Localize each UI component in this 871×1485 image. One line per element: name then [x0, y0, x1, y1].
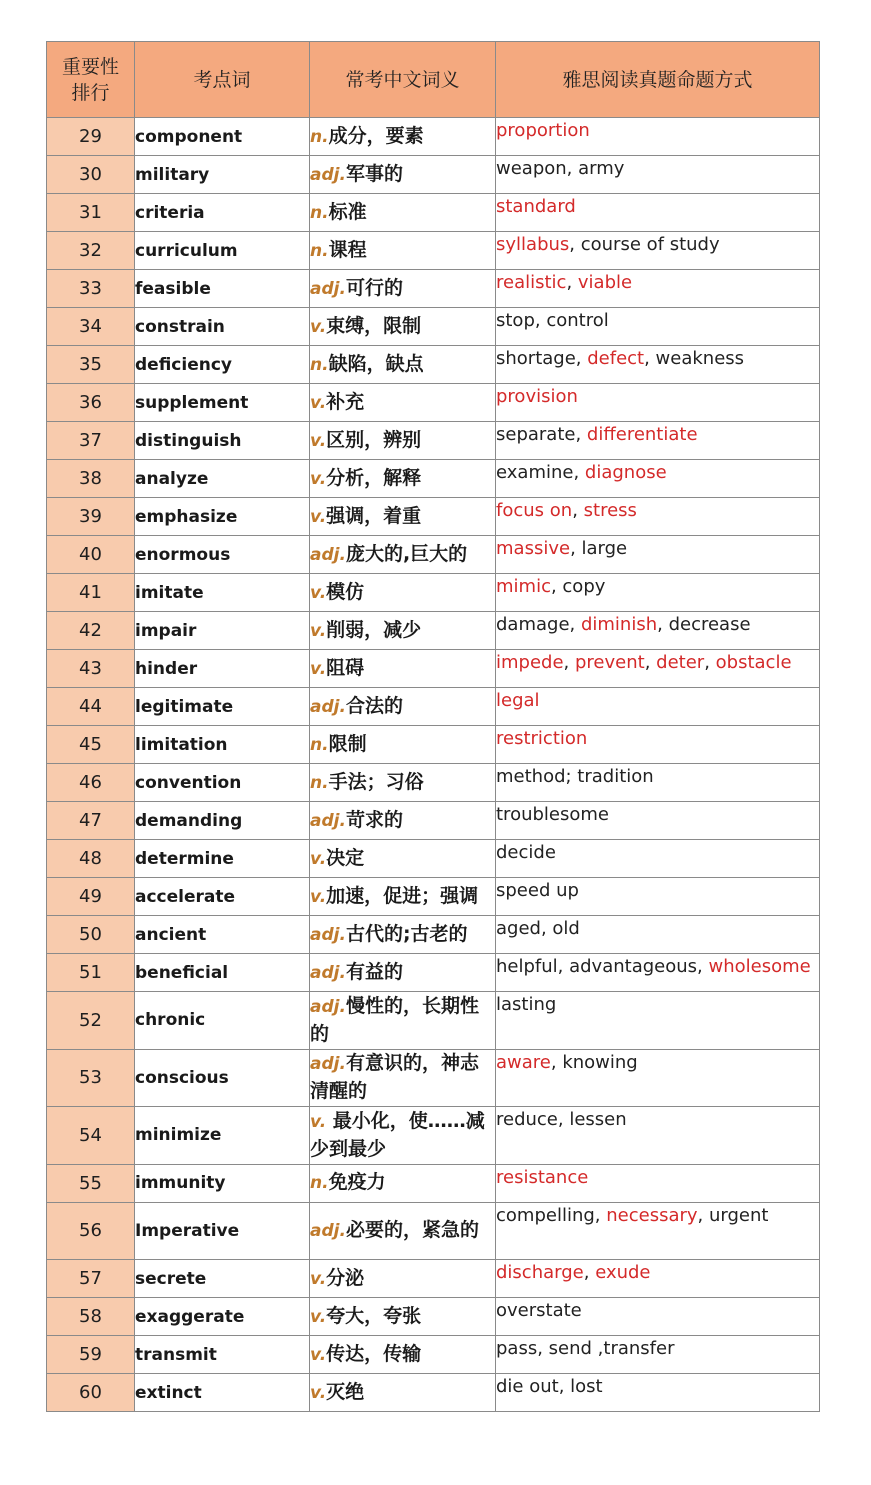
synonym-highlight: syllabus [496, 234, 570, 255]
keyword-cell: exaggerate [135, 1298, 310, 1336]
table-row [47, 1336, 820, 1374]
synonym-highlight: legal [496, 690, 540, 711]
rank-cell: 29 [47, 118, 135, 156]
table-row [47, 498, 820, 536]
chinese-meaning: 补充 [326, 390, 365, 413]
chinese-meaning: 古代的;古老的 [345, 922, 468, 945]
synonym-text: , large [570, 538, 628, 559]
keyword-cell: legitimate [135, 688, 310, 726]
synonym-highlight: massive [496, 538, 571, 559]
ielts-synonyms-cell [496, 574, 820, 612]
table-row [47, 1298, 820, 1336]
keyword-cell: hinder [135, 650, 310, 688]
keyword-cell: supplement [135, 384, 310, 422]
ielts-synonyms-cell [496, 954, 820, 992]
chinese-meaning: 缺陷，缺点 [328, 352, 424, 375]
meaning-cell [310, 726, 496, 764]
meaning-cell [310, 422, 496, 460]
rank-cell: 60 [47, 1374, 135, 1412]
table-row [47, 1107, 820, 1165]
part-of-speech: adj. [310, 696, 346, 717]
keyword-cell: conscious [135, 1049, 310, 1107]
meaning-cell [310, 1202, 496, 1260]
table-row [47, 802, 820, 840]
keyword-cell: distinguish [135, 422, 310, 460]
meaning-cell [310, 346, 496, 384]
part-of-speech: n. [310, 1173, 329, 1193]
synonym-highlight: differentiate [586, 424, 698, 445]
synonym-text: , [583, 1262, 596, 1283]
chinese-meaning: 可行的 [345, 276, 403, 299]
meaning-cell [310, 954, 496, 992]
chinese-meaning: 决定 [326, 846, 365, 869]
part-of-speech: adj. [310, 962, 346, 983]
table-row [47, 1164, 820, 1202]
header-rank-line2: 排行 [71, 81, 110, 104]
meaning-cell [310, 460, 496, 498]
part-of-speech: v. [310, 1306, 327, 1327]
synonym-highlight: viable [577, 272, 633, 293]
table-row [47, 460, 820, 498]
rank-cell: 54 [47, 1107, 135, 1165]
table-row [47, 156, 820, 194]
meaning-cell [310, 1260, 496, 1298]
synonym-text: weapon, army [496, 158, 625, 179]
meaning-cell [310, 916, 496, 954]
table-row [47, 308, 820, 346]
rank-cell: 36 [47, 384, 135, 422]
ielts-synonyms-cell [496, 612, 820, 650]
chinese-meaning: 苛求的 [345, 808, 403, 831]
keyword-cell: secrete [135, 1260, 310, 1298]
part-of-speech: v. [310, 392, 327, 413]
synonym-text: speed up [496, 880, 579, 901]
ielts-synonyms-cell [496, 194, 820, 232]
ielts-synonyms-cell [496, 422, 820, 460]
synonym-text: , [563, 652, 575, 673]
ielts-synonyms-cell [496, 308, 820, 346]
chinese-meaning: 灭绝 [326, 1380, 365, 1403]
chinese-meaning: 有益的 [345, 960, 403, 983]
meaning-cell [310, 802, 496, 840]
synonym-text: separate, [496, 424, 587, 445]
synonym-text: troublesome [496, 804, 609, 825]
meaning-cell [310, 498, 496, 536]
chinese-meaning: 有意识的，神志清醒的 [310, 1052, 479, 1103]
rank-cell: 33 [47, 270, 135, 308]
ielts-synonyms-cell [496, 1298, 820, 1336]
keyword-cell: ancient [135, 916, 310, 954]
rank-cell: 43 [47, 650, 135, 688]
meaning-cell [310, 878, 496, 916]
rank-cell: 44 [47, 688, 135, 726]
part-of-speech: v. [310, 1344, 327, 1365]
synonym-text: , urgent [697, 1204, 769, 1226]
keyword-cell: demanding [135, 802, 310, 840]
part-of-speech: v. [310, 1382, 327, 1403]
meaning-cell [310, 118, 496, 156]
keyword-cell: immunity [135, 1164, 310, 1202]
synonym-text: die out, lost [496, 1376, 603, 1397]
ielts-synonyms-cell [496, 802, 820, 840]
ielts-synonyms-cell [496, 1260, 820, 1298]
synonym-text: , [572, 500, 584, 521]
keyword-cell: accelerate [135, 878, 310, 916]
rank-cell: 45 [47, 726, 135, 764]
part-of-speech: n. [310, 734, 329, 755]
synonym-text: damage, [496, 614, 581, 635]
meaning-cell [310, 194, 496, 232]
rank-cell: 35 [47, 346, 135, 384]
chinese-meaning: 军事的 [345, 162, 403, 185]
synonym-text: aged, old [496, 918, 580, 939]
synonym-text: , knowing [550, 1051, 638, 1073]
synonym-highlight: prevent [575, 652, 645, 673]
ielts-synonyms-cell [496, 536, 820, 574]
synonym-highlight: restriction [496, 728, 588, 749]
rank-cell: 52 [47, 992, 135, 1050]
keyword-cell: criteria [135, 194, 310, 232]
rank-cell: 50 [47, 916, 135, 954]
header-meaning: 常考中文词义 [310, 42, 496, 118]
meaning-cell [310, 1107, 496, 1165]
synonym-text: , [644, 652, 657, 673]
meaning-cell [310, 1164, 496, 1202]
header-rank-line1: 重要性 [61, 55, 119, 78]
ielts-synonyms-cell [496, 1107, 820, 1165]
part-of-speech: n. [310, 126, 329, 147]
keyword-cell: emphasize [135, 498, 310, 536]
part-of-speech: n. [310, 240, 329, 261]
table-row [47, 384, 820, 422]
keyword-cell: constrain [135, 308, 310, 346]
ielts-synonyms-cell [496, 1202, 820, 1260]
ielts-synonyms-cell [496, 270, 820, 308]
meaning-cell [310, 232, 496, 270]
synonym-text: examine, [496, 462, 585, 483]
chinese-meaning: 标准 [328, 200, 367, 223]
keyword-cell: imitate [135, 574, 310, 612]
part-of-speech: adj. [310, 924, 346, 945]
meaning-cell [310, 840, 496, 878]
chinese-meaning: 传达，传输 [326, 1342, 422, 1365]
ielts-synonyms-cell [496, 992, 820, 1050]
rank-cell: 42 [47, 612, 135, 650]
keyword-cell: enormous [135, 536, 310, 574]
rank-cell: 46 [47, 764, 135, 802]
synonym-highlight: discharge [496, 1262, 584, 1283]
keyword-cell: transmit [135, 1336, 310, 1374]
table-row [47, 536, 820, 574]
part-of-speech: v. [310, 468, 327, 489]
meaning-cell [310, 1049, 496, 1107]
rank-cell: 38 [47, 460, 135, 498]
part-of-speech: v. [310, 620, 327, 641]
rank-cell: 32 [47, 232, 135, 270]
ielts-synonyms-cell [496, 878, 820, 916]
chinese-meaning: 最小化，使……减少到最少 [310, 1109, 485, 1160]
table-row [47, 574, 820, 612]
table-row [47, 954, 820, 992]
synonym-text: , course of study [569, 234, 720, 255]
rank-cell: 55 [47, 1164, 135, 1202]
table-row [47, 346, 820, 384]
part-of-speech: v. [310, 886, 327, 907]
table-row [47, 840, 820, 878]
table-row [47, 1202, 820, 1260]
table-row [47, 612, 820, 650]
chinese-meaning: 限制 [328, 732, 367, 755]
synonym-text: , [566, 272, 578, 293]
rank-cell: 34 [47, 308, 135, 346]
part-of-speech: adj. [310, 278, 346, 299]
meaning-cell [310, 612, 496, 650]
rank-cell: 51 [47, 954, 135, 992]
table-body [47, 118, 820, 1412]
synonym-text: decide [496, 842, 556, 863]
meaning-cell [310, 650, 496, 688]
meaning-cell [310, 574, 496, 612]
part-of-speech: v. [310, 1111, 327, 1132]
synonym-highlight: mimic [496, 576, 551, 597]
chinese-meaning: 分泌 [326, 1266, 365, 1289]
keyword-cell: curriculum [135, 232, 310, 270]
part-of-speech: v. [310, 316, 327, 337]
synonym-text: method; tradition [496, 766, 654, 787]
part-of-speech: v. [310, 658, 327, 679]
synonym-text: pass, send ,transfer [496, 1338, 675, 1359]
synonym-text: helpful, advantageous, [496, 956, 709, 977]
part-of-speech: n. [310, 772, 329, 793]
keyword-cell: convention [135, 764, 310, 802]
ielts-synonyms-cell [496, 650, 820, 688]
chinese-meaning: 削弱，减少 [326, 618, 422, 641]
chinese-meaning: 强调，着重 [326, 504, 422, 527]
vocabulary-table [46, 41, 820, 1412]
ielts-synonyms-cell [496, 688, 820, 726]
header-word: 考点词 [135, 42, 310, 118]
meaning-cell [310, 992, 496, 1050]
rank-cell: 47 [47, 802, 135, 840]
synonym-highlight: necessary [606, 1204, 698, 1226]
meaning-cell [310, 1374, 496, 1412]
table-row [47, 194, 820, 232]
table-row [47, 232, 820, 270]
synonym-text: compelling, [496, 1204, 607, 1226]
ielts-synonyms-cell [496, 764, 820, 802]
chinese-meaning: 束缚，限制 [326, 314, 422, 337]
synonym-text: stop, control [496, 310, 609, 331]
part-of-speech: v. [310, 1268, 327, 1289]
part-of-speech: adj. [310, 164, 346, 185]
ielts-synonyms-cell [496, 156, 820, 194]
header-rank [47, 42, 135, 118]
synonym-highlight: resistance [496, 1166, 589, 1188]
table-header-row [47, 42, 820, 118]
chinese-meaning: 阻碍 [326, 656, 365, 679]
table-row [47, 422, 820, 460]
meaning-cell [310, 1298, 496, 1336]
synonym-highlight: deter [656, 652, 705, 673]
synonym-text: , weakness [644, 348, 745, 369]
synonym-highlight: obstacle [715, 652, 792, 673]
rank-cell: 59 [47, 1336, 135, 1374]
ielts-synonyms-cell [496, 1164, 820, 1202]
part-of-speech: v. [310, 506, 327, 527]
part-of-speech: adj. [310, 996, 346, 1017]
synonym-highlight: standard [496, 196, 576, 217]
chinese-meaning: 免疫力 [328, 1171, 386, 1193]
table-row [47, 992, 820, 1050]
part-of-speech: v. [310, 430, 327, 451]
meaning-cell [310, 536, 496, 574]
synonym-text: lasting [496, 994, 557, 1015]
synonym-text: , [704, 652, 716, 673]
chinese-meaning: 必要的，紧急的 [345, 1218, 479, 1241]
keyword-cell: extinct [135, 1374, 310, 1412]
synonym-highlight: defect [587, 348, 645, 369]
ielts-synonyms-cell [496, 1336, 820, 1374]
rank-cell: 31 [47, 194, 135, 232]
keyword-cell: limitation [135, 726, 310, 764]
keyword-cell: analyze [135, 460, 310, 498]
ielts-synonyms-cell [496, 1374, 820, 1412]
header-ielts: 雅思阅读真题命题方式 [496, 42, 820, 118]
ielts-synonyms-cell [496, 118, 820, 156]
part-of-speech: adj. [310, 1054, 346, 1075]
meaning-cell [310, 1336, 496, 1374]
table-row [47, 1049, 820, 1107]
ielts-synonyms-cell [496, 498, 820, 536]
synonym-highlight: realistic [496, 272, 567, 293]
rank-cell: 39 [47, 498, 135, 536]
synonym-highlight: wholesome [708, 956, 811, 977]
rank-cell: 48 [47, 840, 135, 878]
synonym-text: reduce, lessen [496, 1109, 627, 1130]
keyword-cell: deficiency [135, 346, 310, 384]
table-row [47, 764, 820, 802]
part-of-speech: n. [310, 202, 329, 223]
synonym-highlight: impede [496, 652, 564, 673]
rank-cell: 37 [47, 422, 135, 460]
meaning-cell [310, 156, 496, 194]
synonym-highlight: stress [583, 500, 637, 521]
synonym-highlight: diminish [580, 614, 658, 635]
synonym-highlight: focus on [496, 500, 573, 521]
part-of-speech: n. [310, 354, 329, 375]
part-of-speech: v. [310, 582, 327, 603]
synonym-highlight: provision [496, 386, 578, 407]
rank-cell: 57 [47, 1260, 135, 1298]
synonym-highlight: diagnose [584, 462, 667, 483]
synonym-text: overstate [496, 1300, 582, 1321]
chinese-meaning: 加速，促进；强调 [326, 884, 479, 907]
meaning-cell [310, 764, 496, 802]
table-row [47, 688, 820, 726]
meaning-cell [310, 308, 496, 346]
chinese-meaning: 分析，解释 [326, 466, 422, 489]
synonym-highlight: proportion [496, 120, 590, 141]
chinese-meaning: 课程 [328, 238, 367, 261]
ielts-synonyms-cell [496, 726, 820, 764]
table-row [47, 1374, 820, 1412]
part-of-speech: adj. [310, 1220, 346, 1241]
synonym-highlight: exude [595, 1262, 651, 1283]
part-of-speech: adj. [310, 544, 346, 565]
rank-cell: 49 [47, 878, 135, 916]
table-row [47, 1260, 820, 1298]
chinese-meaning: 合法的 [345, 694, 403, 717]
part-of-speech: adj. [310, 810, 346, 831]
meaning-cell [310, 384, 496, 422]
synonym-highlight: aware [496, 1051, 551, 1073]
keyword-cell: military [135, 156, 310, 194]
meaning-cell [310, 688, 496, 726]
chinese-meaning: 区别，辨别 [326, 428, 422, 451]
keyword-cell: chronic [135, 992, 310, 1050]
synonym-text: , copy [550, 576, 606, 597]
chinese-meaning: 夸大，夸张 [326, 1304, 422, 1327]
keyword-cell: minimize [135, 1107, 310, 1165]
part-of-speech: v. [310, 848, 327, 869]
ielts-synonyms-cell [496, 232, 820, 270]
table-row [47, 270, 820, 308]
ielts-synonyms-cell [496, 840, 820, 878]
chinese-meaning: 庞大的,巨大的 [345, 542, 468, 565]
table-row [47, 726, 820, 764]
chinese-meaning: 成分，要素 [328, 124, 424, 147]
synonym-text: shortage, [496, 348, 588, 369]
keyword-cell: beneficial [135, 954, 310, 992]
chinese-meaning: 手法；习俗 [328, 770, 424, 793]
rank-cell: 56 [47, 1202, 135, 1260]
rank-cell: 40 [47, 536, 135, 574]
ielts-synonyms-cell [496, 916, 820, 954]
rank-cell: 30 [47, 156, 135, 194]
keyword-cell: impair [135, 612, 310, 650]
keyword-cell: feasible [135, 270, 310, 308]
chinese-meaning: 慢性的，长期性的 [310, 994, 479, 1045]
rank-cell: 53 [47, 1049, 135, 1107]
table-row [47, 916, 820, 954]
table-row [47, 118, 820, 156]
synonym-text: , decrease [657, 614, 751, 635]
keyword-cell: component [135, 118, 310, 156]
ielts-synonyms-cell [496, 460, 820, 498]
ielts-synonyms-cell [496, 384, 820, 422]
ielts-synonyms-cell [496, 1049, 820, 1107]
table-row [47, 878, 820, 916]
meaning-cell [310, 270, 496, 308]
rank-cell: 58 [47, 1298, 135, 1336]
chinese-meaning: 模仿 [326, 580, 365, 603]
keyword-cell: Imperative [135, 1202, 310, 1260]
ielts-synonyms-cell [496, 346, 820, 384]
rank-cell: 41 [47, 574, 135, 612]
keyword-cell: determine [135, 840, 310, 878]
table-row [47, 650, 820, 688]
